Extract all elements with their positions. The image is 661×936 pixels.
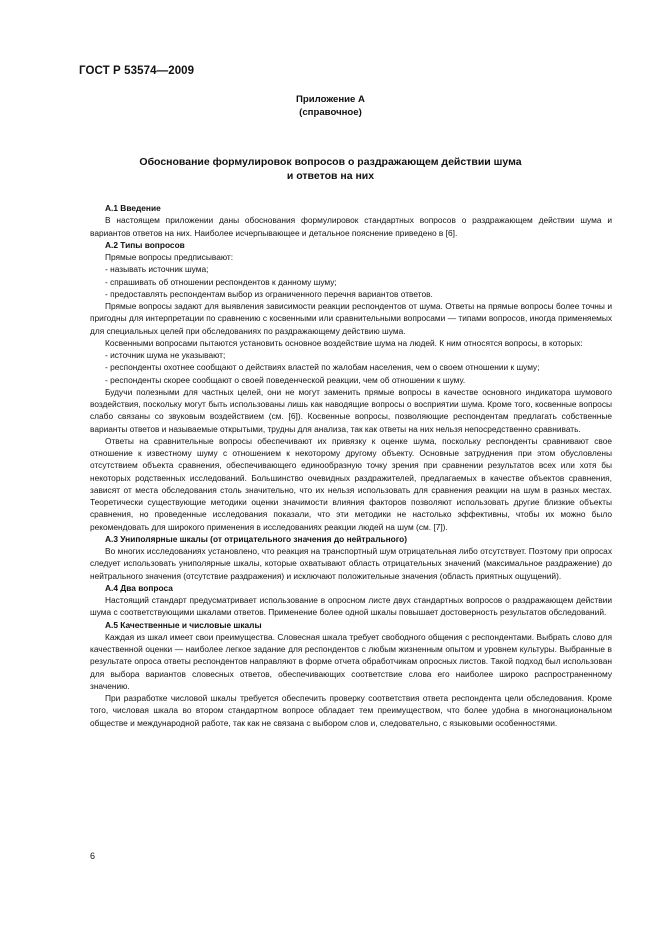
paragraph: В настоящем приложении даны обоснования формулировок стандартных вопросов о раздражающем действии шума и вариантов ответов на них. Наиболее исчерпывающее и детальное пояснение приведено в [6].: [90, 215, 612, 238]
list-item: - респонденты скорее сообщают о своей поведенческой реакции, чем об отношении к шуму.: [105, 374, 466, 385]
list-item: - называть источник шума;: [105, 264, 209, 275]
paragraph: Ответы на сравнительные вопросы обеспечивают их привязку к оценке шума, поскольку респонденты сравнивают свое отношение к известному шуму с отношением к некоторому другому объекту. Основные затруднения при этом обусловлены отсутствием объекта сравнения, обеспечивающего единообразную точку зрения при сравнении результатов всех или хотя бы некоторых родственных исследований. Большинство очевидных раздражителей, предлагаемых в качестве объектов сравнения, зависят от места обследования столь значительно, что их нельзя использовать для сравнения реакции на шум в разных местах. Теоретически существующие методики оценки значимости влияния факторов позволяют использовать другие близкие объекты сравнения, но проведенные исследования показали, что эти методики не настолько эффективны, чтобы их можно было рекомендовать для широкого применения в исследованиях реакции людей на шум (см. [7]).: [90, 435, 612, 532]
paragraph: Косвенными вопросами пытаются установить основное воздействие шума на людей. К ним относятся вопросы, в которых:: [105, 337, 583, 348]
annex-title: Приложение А: [296, 94, 365, 105]
paragraph: Прямые вопросы предписывают:: [105, 252, 234, 262]
section-heading-a5: А.5 Качественные и числовые шкалы: [105, 619, 262, 630]
title-line-1: Обоснование формулировок вопросов о раздражающем действии шума: [139, 156, 522, 168]
annex-kind: (справочное): [299, 107, 362, 118]
title-line-2: и ответов на них: [286, 170, 375, 182]
paragraph: Каждая из шкал имеет свои преимущества. Словесная шкала требует свободного общения с респондентами. Выбрать слово для качественной оценки — наиболее легкое задание для респондентов с любым жизненным опытом и уровнем культуры. Выбранные в результате опроса ответы респондентов направляют в форме отчета обработчикам опросных листов. Такой подход был использован для выбора вариантов словесных ответов, обеспечивающих соответствие слова его наиболее широко распространенному значению.: [90, 631, 612, 691]
annex-main-title: [0, 155, 661, 183]
list-item: - источник шума не указывают;: [105, 350, 226, 360]
document-code: ГОСТ Р 53574—2009: [79, 65, 195, 77]
list-item: - респонденты охотнее сообщают о действиях властей по жалобам населения, чем о своем отношении к шуму;: [105, 362, 540, 373]
annex-heading: [0, 93, 661, 119]
paragraph: Во многих исследованиях установлено, что реакция на транспортный шум отрицательная либо отсутствует. Поэтому при опросах следует использовать униполярные шкалы, которые охватывают область отрицательных значений (максимальное раздражение) до нейтрального значения (отсутствие раздражения) и исключают положительные значения (область приятных ощущений).: [90, 546, 612, 581]
section-heading-a1: А.1 Введение: [105, 203, 161, 213]
paragraph: Настоящий стандарт предусматривает использование в опросном листе двух стандартных вопросов о раздражающем действии шума с соответствующими шкалами ответов. Применение более одной шкалы повышает достоверность результатов обследований.: [90, 595, 612, 618]
page-number: 6: [90, 851, 96, 861]
paragraph: Будучи полезными для частных целей, они не могут заменить прямые вопросы в качестве основного индикатора шумового воздействия, поскольку могут быть использованы лишь как наводящие вопросы о восприятии шума. Кроме того, косвенные вопросы слабо связаны со звуковым воздействием (см. [6]). Косвенные вопросы, позволяющие респондентам предлагать собственные варианты ответов и называемые открытыми, трудны для анализа, так как ответы на них нельзя непосредственно сравнивать.: [90, 386, 612, 434]
document-body: [90, 202, 612, 729]
paragraph: Прямые вопросы задают для выявления зависимости реакции респондентов от шума. Ответы на прямые вопросы более точны и пригодны для интерпретации по сравнению с косвенными или сравнительными вопросами — типами вопросов, иногда применяемых для специальных целей при обследованиях по раздражающему действию шума.: [90, 301, 612, 336]
section-heading-a3: А.3 Униполярные шкалы (от отрицательного значения до нейтрального): [105, 533, 408, 544]
section-heading-a4: А.4 Два вопроса: [105, 582, 173, 593]
list-item: - предоставлять респондентам выбор из ограниченного перечня вариантов ответов.: [105, 288, 433, 299]
section-heading-a2: А.2 Типы вопросов: [105, 239, 185, 250]
paragraph: При разработке числовой шкалы требуется обеспечить проверку соответствия ответа респондента цели обследования. Кроме того, числовая шкала во втором стандартном вопросе обладает тем преимуществом, что более удобна в многонациональном обществе и международной работе, так как не связана с выбором слов и, следовательно, с языковыми особенностями.: [90, 693, 612, 728]
list-item: - спрашивать об отношении респондентов к данному шуму;: [105, 276, 337, 287]
